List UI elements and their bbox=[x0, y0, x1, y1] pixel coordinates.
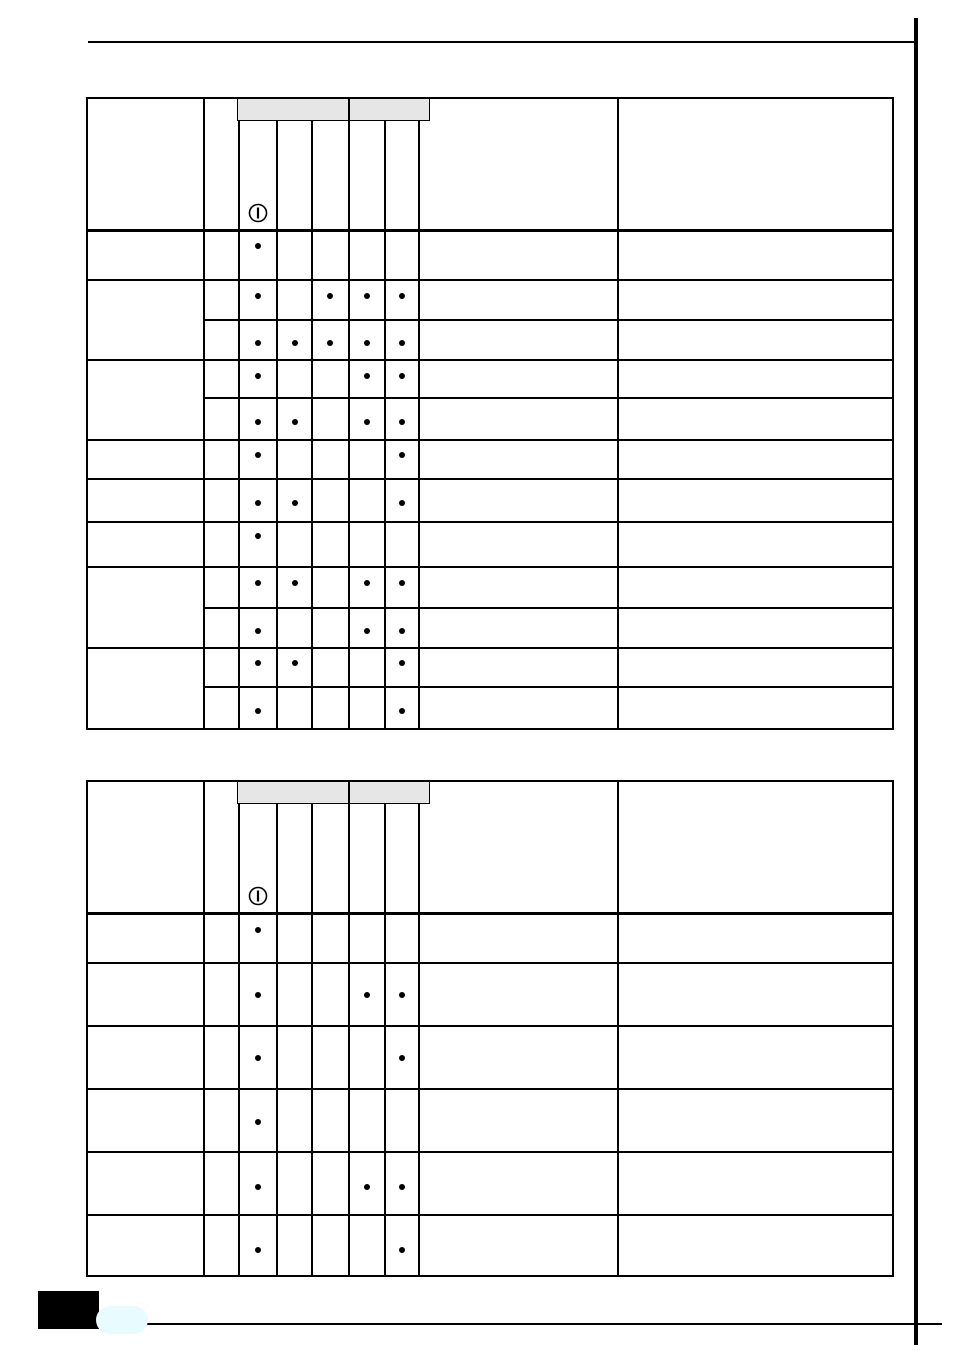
upper-table-mark-dot bbox=[399, 452, 405, 458]
power-icon bbox=[248, 886, 268, 906]
upper-table-row-line bbox=[86, 359, 894, 361]
upper-table-header-rule bbox=[86, 229, 894, 232]
upper-table-mark-dot bbox=[255, 452, 261, 458]
lower-table-mark-dot bbox=[364, 1184, 370, 1190]
upper-table-mark-dot bbox=[327, 340, 333, 346]
upper-table-mark-dot bbox=[364, 419, 370, 425]
lower-table-col-line bbox=[238, 804, 240, 1277]
upper-table-col-line bbox=[238, 121, 240, 730]
upper-table-mark-dot bbox=[255, 243, 261, 249]
upper-table-mark-dot bbox=[255, 340, 261, 346]
upper-table-row-line bbox=[204, 686, 894, 688]
lower-table-mark-dot bbox=[255, 1184, 261, 1190]
upper-table-row-line bbox=[86, 521, 894, 523]
upper-table-mark-dot bbox=[255, 500, 261, 506]
upper-table-mark-dot bbox=[399, 293, 405, 299]
lower-table-col-line bbox=[276, 804, 278, 1277]
lower-table-mark-dot bbox=[255, 1119, 261, 1125]
upper-table-mark-dot bbox=[255, 293, 261, 299]
upper-table-row-line bbox=[204, 397, 894, 399]
lower-table-mark-dot bbox=[255, 992, 261, 998]
upper-table-mark-dot bbox=[292, 580, 298, 586]
upper-table-mark-dot bbox=[399, 628, 405, 634]
lower-table-group-header-b bbox=[349, 781, 430, 804]
upper-table-mark-dot bbox=[399, 373, 405, 379]
upper-table-row-line bbox=[86, 279, 894, 281]
upper-table-mark-dot bbox=[399, 580, 405, 586]
upper-table-mark-dot bbox=[292, 340, 298, 346]
upper-table-mark-dot bbox=[292, 419, 298, 425]
upper-table-mark-dot bbox=[399, 500, 405, 506]
upper-table-col-line bbox=[311, 121, 313, 730]
lower-table-mark-dot bbox=[255, 1055, 261, 1061]
upper-table-mark-dot bbox=[364, 373, 370, 379]
lower-table-mark-dot bbox=[399, 1184, 405, 1190]
upper-table-row-line bbox=[204, 319, 894, 321]
lower-table-row-line bbox=[86, 962, 894, 964]
upper-table-mark-dot bbox=[255, 660, 261, 666]
page-top-rule bbox=[88, 41, 916, 43]
upper-table-row-line bbox=[86, 439, 894, 441]
upper-table-mark-dot bbox=[327, 293, 333, 299]
lower-table-col-line bbox=[384, 804, 386, 1277]
lower-table-row-line bbox=[86, 1214, 894, 1216]
upper-table-border bbox=[86, 97, 894, 730]
upper-table-group-header-a bbox=[237, 98, 350, 121]
upper-table-row-line bbox=[204, 607, 894, 609]
lower-table-mark-dot bbox=[255, 1247, 261, 1253]
upper-table-mark-dot bbox=[255, 419, 261, 425]
upper-table-mark-dot bbox=[399, 419, 405, 425]
upper-table-mark-dot bbox=[292, 500, 298, 506]
upper-table-col-line bbox=[203, 97, 205, 730]
lower-table-group-header-a bbox=[237, 781, 350, 804]
upper-table-mark-dot bbox=[255, 708, 261, 714]
upper-table-col-line bbox=[617, 97, 619, 730]
upper-table-mark-dot bbox=[399, 708, 405, 714]
upper-table-group-header-b bbox=[349, 98, 430, 121]
lower-table-row-line bbox=[86, 1151, 894, 1153]
upper-table-row-line bbox=[86, 478, 894, 480]
upper-table-mark-dot bbox=[255, 373, 261, 379]
upper-table-col-line bbox=[276, 121, 278, 730]
lower-table-row-line bbox=[86, 1088, 894, 1090]
lower-table-mark-dot bbox=[364, 992, 370, 998]
lower-table-col-line bbox=[348, 780, 350, 1277]
upper-table-mark-dot bbox=[364, 628, 370, 634]
upper-table-row-line bbox=[86, 566, 894, 568]
lower-table-border bbox=[86, 780, 894, 1277]
lower-table-row-line bbox=[86, 1025, 894, 1027]
upper-table-col-line bbox=[418, 121, 420, 730]
power-icon bbox=[248, 203, 268, 223]
lower-table-col-line bbox=[311, 804, 313, 1277]
upper-table-mark-dot bbox=[255, 533, 261, 539]
upper-table-mark-dot bbox=[292, 660, 298, 666]
upper-table-mark-dot bbox=[364, 340, 370, 346]
page-right-rule bbox=[914, 18, 918, 1345]
lower-table-col-line bbox=[203, 780, 205, 1277]
lower-table-mark-dot bbox=[255, 927, 261, 933]
upper-table-mark-dot bbox=[364, 293, 370, 299]
lower-table-mark-dot bbox=[399, 1055, 405, 1061]
lower-table-mark-dot bbox=[399, 992, 405, 998]
brand-tab bbox=[96, 1306, 148, 1334]
page-bottom-rule bbox=[38, 1323, 942, 1325]
page-number-box bbox=[38, 1291, 99, 1329]
upper-table-mark-dot bbox=[399, 660, 405, 666]
lower-table-mark-dot bbox=[399, 1247, 405, 1253]
upper-table-col-line bbox=[384, 121, 386, 730]
lower-table-header-rule bbox=[86, 912, 894, 915]
upper-table-mark-dot bbox=[255, 628, 261, 634]
upper-table-col-line bbox=[348, 97, 350, 730]
upper-table-mark-dot bbox=[399, 340, 405, 346]
lower-table-col-line bbox=[617, 780, 619, 1277]
upper-table-mark-dot bbox=[364, 580, 370, 586]
lower-table-col-line bbox=[418, 804, 420, 1277]
upper-table-mark-dot bbox=[255, 580, 261, 586]
upper-table-row-line bbox=[86, 647, 894, 649]
